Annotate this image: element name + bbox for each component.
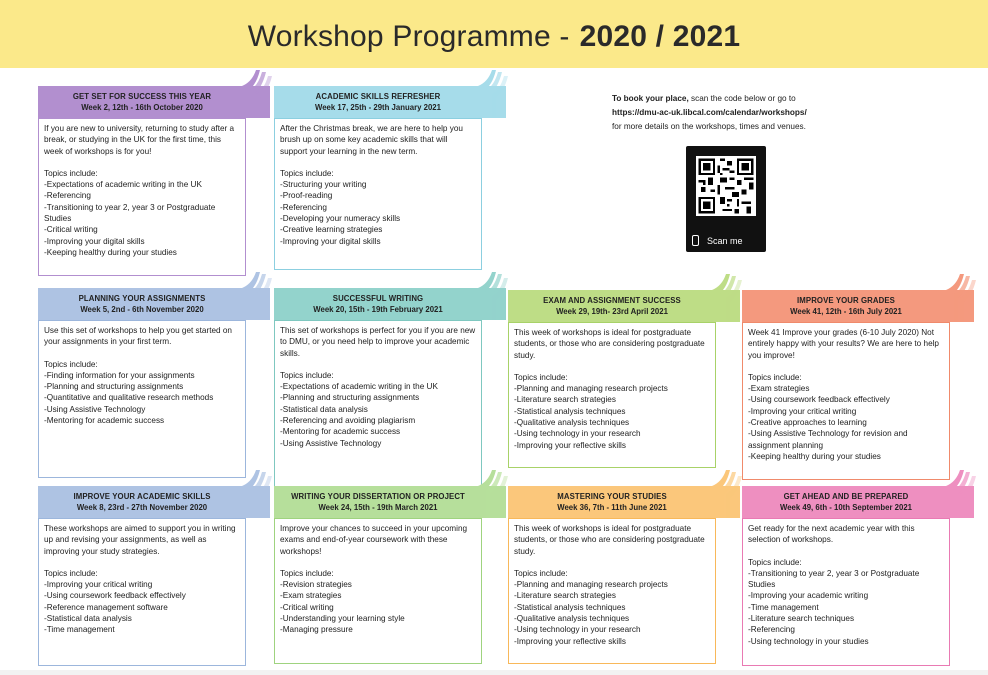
topic-item: -Using Assistive Technology [280,438,382,448]
topic-item: -Keeping healthy during your studies [748,451,881,461]
topic-item: -Time management [44,625,115,635]
ribbon-tail-icon [478,272,508,320]
card-intro: After the Christmas break, we are here to help you brush up on some key academic skills that will support your learning in the new term. [280,124,463,156]
card-header [38,86,270,118]
topic-item: -Using technology in your studies [748,636,869,646]
booking-tail: for more details on the workshops, times and venues. [612,122,806,131]
card-body [742,518,950,666]
topic-item: -Referencing [44,191,91,201]
card-body [274,518,482,664]
topic-item: -Transitioning to year 2, year 3 or Postgraduate Studies [748,568,920,590]
card-header [38,486,270,518]
title-banner [0,0,988,68]
topic-item: -Literature search strategies [514,591,616,601]
topic-item: -Using Assistive Technology for revision and assignment planning [748,429,908,450]
topic-item: -Reference management software [44,602,168,612]
topic-item: -Qualitative analysis techniques [514,614,630,624]
topic-item: -Statistical analysis techniques [514,602,626,612]
topic-item: -Creative learning strategies [280,225,383,235]
topic-item: -Referencing [280,202,327,212]
topic-item: -Critical writing [44,225,98,235]
page-title [248,20,741,54]
card-dates: Week 20, 15th - 19th February 2021 [313,305,443,314]
ribbon-tail-icon [242,272,272,320]
topic-item: -Statistical data analysis [280,404,368,414]
topic-item: -Improving your academic writing [748,591,869,601]
booking-url-link[interactable]: https://dmu-ac-uk.libcal.com/calendar/workshops/ [612,108,807,117]
workshop-card-dissertation [274,486,506,664]
workshop-card-successful-writing [274,288,506,502]
topic-item: -Planning and managing research projects [514,384,668,394]
topic-item: -Using coursework feedback effectively [44,591,186,601]
card-title: GET AHEAD AND BE PREPARED [783,492,909,501]
topic-item: -Literature search techniques [748,614,855,624]
title-main: Workshop Programme - [247,20,570,53]
ribbon-tail-icon [712,274,742,322]
card-header [742,486,974,518]
topics-heading: Topics include: [514,372,568,382]
topic-item: -Understanding your learning style [280,614,405,624]
card-intro: Week 41 Improve your grades (6-10 July 2020) Not entirely happy with your results? We are here to help you improve! [748,328,939,360]
card-body [274,118,482,270]
qr-pattern-icon [696,156,756,216]
card-dates: Week 49, 6th - 10th September 2021 [779,503,913,512]
topic-item: -Revision strategies [280,580,352,590]
topic-item: -Managing pressure [280,625,353,635]
booking-info [612,92,852,134]
topics-heading: Topics include: [748,372,802,382]
card-header [742,290,974,322]
workshop-card-refresher [274,86,506,270]
card-dates: Week 5, 2nd - 6th November 2020 [80,305,204,314]
card-body [38,518,246,666]
card-title: EXAM AND ASSIGNMENT SUCCESS [543,296,681,305]
topic-item: -Qualitative analysis techniques [514,418,630,428]
card-dates: Week 41, 12th - 16th July 2021 [790,307,902,316]
ribbon-tail-icon [946,274,976,322]
qr-code[interactable] [686,146,766,252]
card-header [38,288,270,320]
topic-item: -Improving your critical writing [44,580,153,590]
topic-item: -Improving your reflective skills [514,440,626,450]
topics-heading: Topics include: [280,168,334,178]
card-body [742,322,950,480]
workshop-card-improve-grades [742,290,974,480]
topics-heading: Topics include: [44,359,98,369]
card-body [274,320,482,502]
topic-item: -Transitioning to year 2, year 3 or Postgraduate Studies [44,202,216,224]
topic-item: -Literature search strategies [514,395,616,405]
topic-item: -Critical writing [280,602,334,612]
card-header [508,486,740,518]
card-body [508,322,716,468]
topic-item: -Keeping healthy during your studies [44,247,177,257]
topic-item: -Creative approaches to learning [748,418,867,428]
topic-item: -Improving your digital skills [280,236,381,246]
topic-item: -Planning and structuring assignments [44,382,184,392]
topic-item: -Using coursework feedback effectively [748,395,890,405]
booking-rest: scan the code below or go to [688,94,796,103]
workshop-card-mastering [508,486,740,664]
topics-heading: Topics include: [280,568,334,578]
card-title: GET SET FOR SUCCESS THIS YEAR [72,92,212,101]
card-title: IMPROVE YOUR GRADES [797,296,895,305]
topic-item: -Improving your reflective skills [514,636,626,646]
topic-item: -Expectations of academic writing in the UK [280,382,438,392]
card-header [274,288,506,320]
card-intro: This set of workshops is perfect for you if you are new to DMU, or you need help to improve your academic skills. [280,326,476,358]
topic-item: -Quantitative and qualitative research methods [44,393,214,403]
card-dates: Week 24, 15th - 19th March 2021 [318,503,438,512]
card-body [508,518,716,664]
card-dates: Week 2, 12th - 16th October 2020 [81,103,203,112]
card-title: IMPROVE YOUR ACADEMIC SKILLS [73,492,211,501]
card-title: ACADEMIC SKILLS REFRESHER [315,92,441,101]
topics-heading: Topics include: [44,168,98,178]
workshop-card-get-ahead [742,486,974,666]
card-dates: Week 8, 23rd - 27th November 2020 [76,503,208,512]
topic-item: -Exam strategies [280,591,342,601]
card-intro: This week of workshops is ideal for postgraduate students, or those who are considering postgraduate study. [514,524,705,556]
topic-item: -Improving your critical writing [748,406,857,416]
ribbon-tail-icon [478,470,508,518]
topics-heading: Topics include: [44,568,98,578]
ribbon-tail-icon [242,70,272,118]
card-intro: Use this set of workshops to help you get started on your assignments in your first term. [44,326,232,347]
topic-item: -Improving your digital skills [44,236,145,246]
card-intro: These workshops are aimed to support you in writing up and revising your assignments, as well as improving your study strategies. [44,524,236,556]
card-header [274,486,506,518]
card-body [38,118,246,276]
phone-icon [692,235,699,246]
card-title: PLANNING YOUR ASSIGNMENTS [78,294,206,303]
topic-item: -Developing your numeracy skills [280,214,401,224]
card-intro: This week of workshops is ideal for postgraduate students, or those who are considering postgraduate study. [514,328,705,360]
card-dates: Week 17, 25th - 29th January 2021 [315,103,441,112]
workshop-card-exam-success [508,290,740,468]
topic-item: -Using technology in your research [514,429,641,439]
workshop-card-planning [38,288,270,478]
workshop-card-academic-skills [38,486,270,666]
title-years: 2020 / 2021 [579,20,741,53]
topic-item: -Planning and structuring assignments [280,393,420,403]
card-title: MASTERING YOUR STUDIES [557,492,667,501]
topic-item: -Finding information for your assignments [44,370,195,380]
scan-me-label: Scan me [692,235,743,246]
card-title: WRITING YOUR DISSERTATION OR PROJECT [291,492,465,501]
card-dates: Week 29, 19th- 23rd April 2021 [556,307,668,316]
topics-heading: Topics include: [514,568,568,578]
topic-item: -Statistical data analysis [44,614,132,624]
ribbon-tail-icon [946,470,976,518]
topic-item: -Statistical analysis techniques [514,406,626,416]
card-dates: Week 36, 7th - 11th June 2021 [557,503,667,512]
card-title: SUCCESSFUL WRITING [332,294,424,303]
bottom-strip [0,670,988,675]
topic-item: -Exam strategies [748,384,810,394]
workshop-card-get-set [38,86,270,276]
card-body [38,320,246,478]
ribbon-tail-icon [712,470,742,518]
topic-item: -Referencing [748,625,795,635]
card-intro: If you are new to university, returning to study after a break, or studying in the UK for the first time, this week of workshops is for you! [44,124,235,156]
topic-item: -Using Assistive Technology [44,404,146,414]
topic-item: -Using technology in your research [514,625,641,635]
topic-item: -Planning and managing research projects [514,580,668,590]
topic-item: -Mentoring for academic success [44,416,165,426]
topic-item: -Mentoring for academic success [280,427,401,437]
card-header [274,86,506,118]
card-intro: Improve your chances to succeed in your upcoming exams and end-of-year coursework with these workshops! [280,524,468,556]
topics-heading: Topics include: [748,557,802,567]
topic-item: -Structuring your writing [280,180,367,190]
topic-item: -Expectations of academic writing in the UK [44,180,202,190]
card-intro: Get ready for the next academic year with this selection of workshops. [748,524,915,545]
ribbon-tail-icon [478,70,508,118]
booking-lead: To book your place, [612,94,689,103]
topic-item: -Proof-reading [280,191,333,201]
topic-item: -Referencing and avoiding plagiarism [280,416,416,426]
card-header [508,290,740,322]
ribbon-tail-icon [242,470,272,518]
topics-heading: Topics include: [280,370,334,380]
topic-item: -Time management [748,602,819,612]
